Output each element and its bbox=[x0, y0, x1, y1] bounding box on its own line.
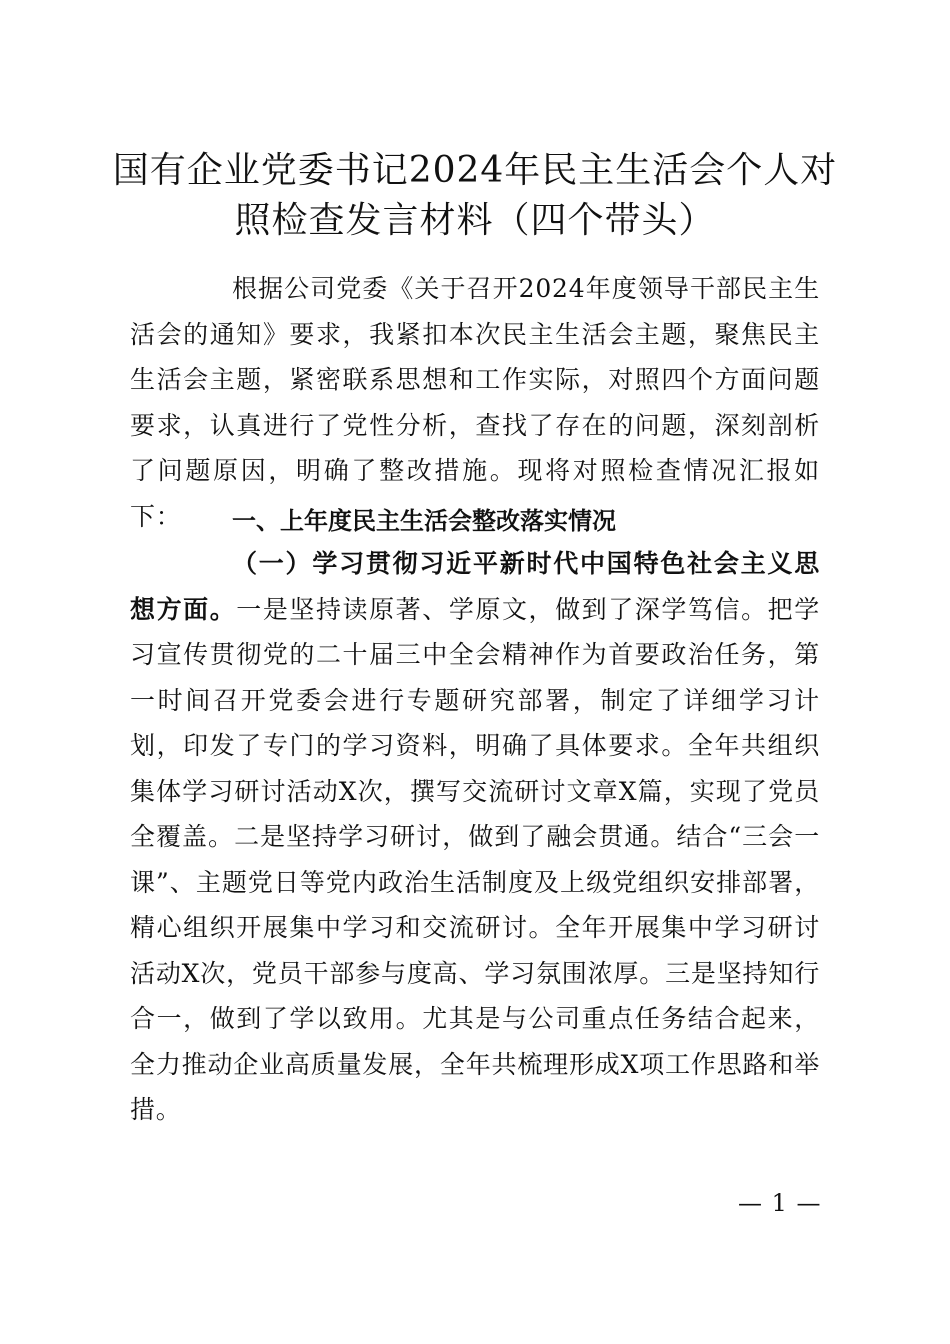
section-one-heading: 一、上年度民主生活会整改落实情况 bbox=[232, 507, 616, 535]
intro-paragraph: 根据公司党委《关于召开2024年度领导干部民主生活会的通知》要求，我紧扣本次民主生活会主题，聚焦民主生活会主题，紧密联系思想和工作实际，对照四个方面问题要求，认真进行了党性分析，查找了存在的问题，深刻剖析了问题原因，明确了整改措施。现将对照检查情况汇报如下： bbox=[130, 274, 820, 531]
section-one-paragraph bbox=[130, 541, 820, 1133]
subsection-heading: （一）学习贯彻习近平新时代中国特色社会主义思想方面。 bbox=[130, 549, 820, 624]
page-number: — 1 — bbox=[738, 1189, 822, 1217]
document-title: 国有企业党委书记2024年民主生活会个人对照检查发言材料（四个带头） bbox=[112, 150, 838, 241]
section-one-body: 一是坚持读原著、学原文，做到了深学笃信。把学习宣传贯彻党的二十届三中全会精神作为首要政治任务，第一时间召开党委会进行专题研究部署，制定了详细学习计划，印发了专门的学习资料，明确了具体要求。全年共组织集体学习研讨活动X次，撰写交流研讨文章X篇，实现了党员全覆盖。二是坚持学习研讨，做到了融会贯通。结合“三会一课”、主题党日等党内政治生活制度及上级党组织安排部署，精心组织开展集中学习和交流研讨。全年开展集中学习研讨活动X次，党员干部参与度高、学习氛围浓厚。三是坚持知行合一，做到了学以致用。尤其是与公司重点任务结合起来，全力推动企业高质量发展，全年共梳理形成X项工作思路和举措。 bbox=[130, 594, 821, 1124]
